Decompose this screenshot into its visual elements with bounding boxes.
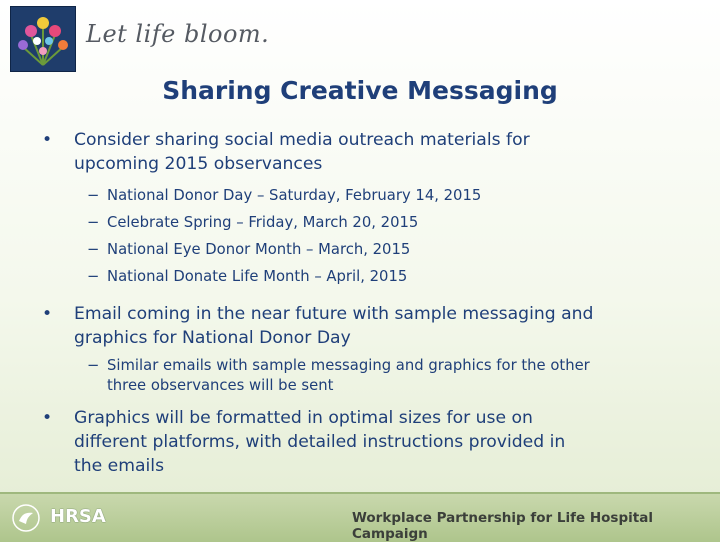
hhs-eagle-icon	[12, 504, 40, 532]
hrsa-logo: HRSA	[50, 506, 106, 527]
sub-bullet-text: National Donor Day – Saturday, February 14, 2015	[107, 187, 482, 204]
flower-logo	[10, 6, 76, 72]
bullet-symbol: •	[42, 408, 53, 428]
bullet-item	[42, 128, 682, 176]
logo-tagline: Let life bloom.	[86, 20, 270, 48]
dash-symbol: −	[87, 214, 100, 231]
sub-bullet-text: Celebrate Spring – Friday, March 20, 2015	[107, 214, 419, 231]
bullet-text-line: Email coming in the near future with sample messaging and	[74, 304, 594, 324]
sub-bullet-item	[42, 356, 682, 396]
slide-title: Sharing Creative Messaging	[162, 76, 558, 105]
sub-bullet-item	[42, 263, 682, 290]
bullet-item	[42, 406, 682, 478]
bullet-text-line: different platforms, with detailed instructions provided in	[74, 432, 566, 452]
sub-bullet-item	[42, 209, 682, 236]
bullet-text-line: the emails	[74, 456, 165, 476]
sub-bullet-text: three observances will be sent	[107, 377, 334, 394]
footer-band	[0, 492, 720, 542]
dash-symbol: −	[87, 187, 100, 204]
sub-bullet-item	[42, 182, 682, 209]
bullet-text-line: Graphics will be formatted in optimal sizes for use on	[74, 408, 533, 428]
bullet-item	[42, 302, 682, 350]
bullet-symbol: •	[42, 304, 53, 324]
bullet-text-line: upcoming 2015 observances	[74, 154, 323, 174]
dash-symbol: −	[87, 241, 100, 258]
dash-symbol: −	[87, 268, 100, 285]
flower-bouquet-icon	[11, 7, 75, 71]
sub-bullet-item	[42, 236, 682, 263]
sub-bullet-text: National Eye Donor Month – March, 2015	[107, 241, 411, 258]
bullet-text-line: graphics for National Donor Day	[74, 328, 351, 348]
campaign-name: Workplace Partnership for Life Hospital Campaign	[352, 510, 653, 542]
bullet-text-line: Consider sharing social media outreach materials for	[74, 130, 530, 150]
sub-bullet-text: Similar emails with sample messaging and graphics for the other	[107, 357, 590, 374]
sub-bullet-text: National Donate Life Month – April, 2015	[107, 268, 408, 285]
bullet-symbol: •	[42, 130, 53, 150]
dash-symbol: −	[87, 357, 100, 374]
slide-content	[42, 128, 682, 478]
